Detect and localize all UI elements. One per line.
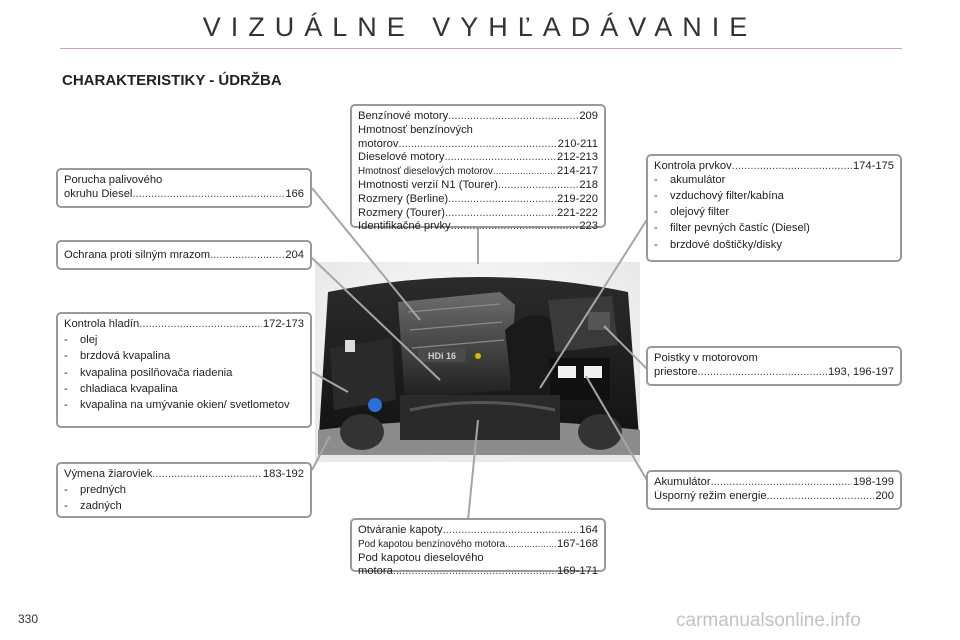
battery-entry-1: Akumulátor ..... 198-199 <box>654 476 894 490</box>
list-item: - brzdové doštičky/disky <box>654 238 782 251</box>
list-item: - brzdová kvapalina <box>64 350 171 363</box>
fuses-line1: Poistky v motorovom <box>654 352 758 364</box>
fuel-label: okruhu Diesel <box>64 187 133 200</box>
box-engines-dimensions <box>350 104 606 233</box>
list-item: - vzduchový filter/kabína <box>654 189 784 202</box>
engines-entry-2a: Hmotnosť benzínových <box>358 123 473 136</box>
list-item: - zadných <box>64 500 122 513</box>
engines-entry-6: Rozmery (Berline) ..... 219-220 <box>358 193 598 207</box>
bulbs-label: Výmena žiaroviek <box>64 468 153 480</box>
engines-entry-5: Hmotnosti verzií N1 (Tourer) ..... 218 <box>358 179 598 193</box>
list-item: - predných <box>64 484 127 497</box>
list-item: - akumulátor <box>654 173 726 186</box>
fuel-line1: Porucha palivového <box>64 174 163 186</box>
engines-entry-4: Hmotnosť dieselových motorov ..... 214-217 <box>358 165 598 179</box>
fuses-label: priestore <box>654 365 698 378</box>
battery-entry-2: Úsporný režim energie ..... 200 <box>654 490 894 504</box>
box-fuses <box>646 346 902 386</box>
bulbs-page: 183-192 <box>262 468 304 480</box>
bonnet-entry-3: motora ..... 169-171 <box>358 565 598 579</box>
box-battery <box>646 470 902 510</box>
engines-entry-2: motorov ..... 210-211 <box>358 138 598 152</box>
levels-page: 172-173 <box>262 318 304 330</box>
levels-entry <box>64 318 304 332</box>
box-bulb-replacement <box>56 462 312 518</box>
list-item: - filter pevných častíc (Diesel) <box>654 222 810 235</box>
box-level-checks <box>56 312 312 428</box>
bonnet-entry-1: Otváranie kapoty ..... 164 <box>358 524 598 538</box>
watermark: carmanualsonline.info <box>676 610 861 631</box>
list-item: - olej <box>64 334 98 347</box>
fuses-page: 193, 196-197 <box>828 365 894 378</box>
list-item: - kvapalina na umývanie okien/ svetlometov <box>64 398 290 411</box>
list-item: - kvapalina posilňovača riadenia <box>64 366 233 379</box>
box-component-checks <box>646 154 902 262</box>
page-title: VIZUÁLNE VYHĽADÁVANIE <box>202 12 758 42</box>
frost-label: Ochrana proti silným mrazom <box>64 249 211 261</box>
box-bonnet <box>350 518 606 578</box>
frost-entry <box>64 249 304 263</box>
fuel-page: 166 <box>285 187 304 200</box>
list-item: - chladiaca kvapalina <box>64 382 178 395</box>
engine-badge: HDi 16 <box>427 351 457 361</box>
engines-entry-3: Dieselové motory ..... 212-213 <box>358 151 598 165</box>
components-entry <box>654 160 894 174</box>
components-label: Kontrola prvkov <box>654 160 732 172</box>
fuel-entry <box>64 188 304 202</box>
components-page: 174-175 <box>852 160 894 172</box>
box-frost-protection <box>56 240 312 270</box>
bonnet-entry-3a: Pod kapotou dieselového <box>358 551 484 564</box>
bulbs-entry <box>64 468 304 482</box>
engines-entry-8: Identifikačné prvky ..... 223 <box>358 220 598 234</box>
fuses-entry <box>654 366 894 380</box>
levels-label: Kontrola hladín <box>64 318 140 330</box>
engines-entry-1: Benzínové motory ..... 209 <box>358 110 598 124</box>
engines-entry-7: Rozmery (Tourer) ..... 221-222 <box>358 207 598 221</box>
section-title: CHARAKTERISTIKY - ÚDRŽBA <box>62 72 282 89</box>
frost-page: 204 <box>285 249 304 261</box>
page-number: 330 <box>18 612 39 626</box>
box-fuel-circuit <box>56 168 312 208</box>
list-item: - olejový filter <box>654 206 730 219</box>
bonnet-entry-2: Pod kapotou benzínového motora ..... 167-168 <box>358 538 598 552</box>
